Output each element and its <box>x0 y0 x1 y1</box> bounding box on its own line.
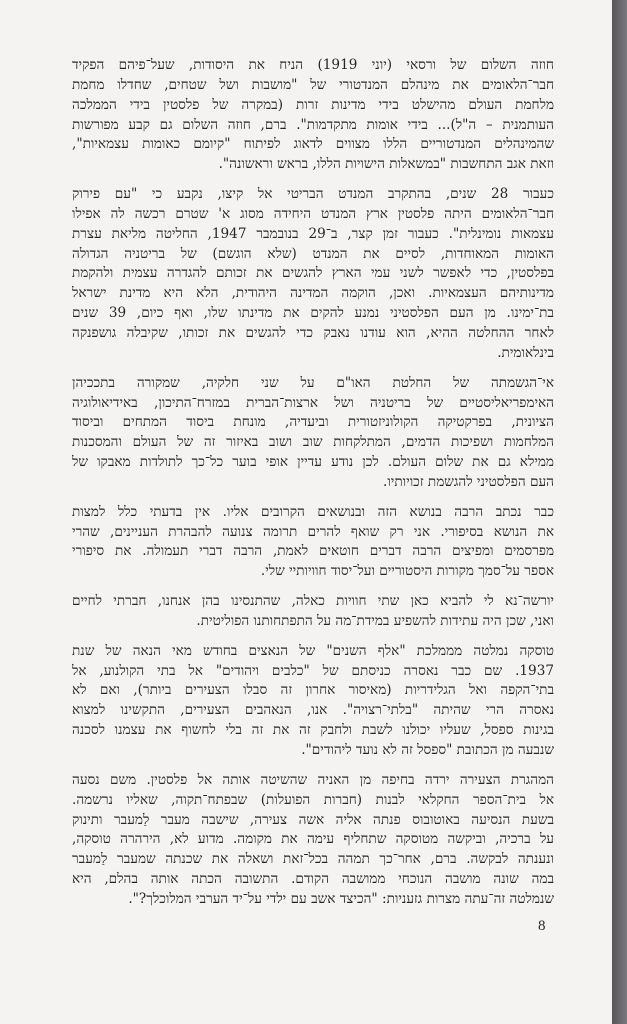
paragraph <box>72 642 554 761</box>
text-line: חוזה השלום של ורסאי (יוני 1919) הניח את היסודות, שעל־פיהם הפקיד <box>72 57 554 73</box>
text-line: אי־הגשמתה של החלטת האו"ם על שני חלקיה, שמקורה בתככיהן <box>72 374 554 391</box>
paragraph <box>72 592 554 632</box>
text-line: בינלאומית. <box>497 344 554 361</box>
text-line: כעבור 28 שנים, בהתקרב המנדט הבריטי אל קיצו, נקבע כי "עם פירוק <box>72 186 554 203</box>
text-line: נאסרה הרי שהיתה "בלתי־רצויה". אנו, הנאהבים הצעירים, התקשינו למצוא <box>72 702 554 719</box>
text-line: האימפריאליסטיים של בריטניה ושל ארצות־הברית במזרח־התיכון, באידיאולוגיה <box>72 394 554 411</box>
text-line: בתי־הקפה ואל הגלידריות (מאיסור אחרון זה סבלו הצעירים ביותר), ואם לא <box>72 682 554 699</box>
text-line: במה שונה מושבה הנוכחי ממושבה הקודם. התשובה הכתה אותה בהלם, היא <box>72 871 554 888</box>
text-line: בשעת הנסיעה באוטובוס פנתה אליה אשה צעירה, שישבה מעבר לַמעבר ותינוק <box>72 811 554 828</box>
text-line: המלחמות ושפיכות הדמים, המתלקחות שוב ושוב באיזור זה של העולם והמסכנות <box>72 434 554 451</box>
paragraph <box>72 185 554 364</box>
text-line: המהגרת הצעירה ירדה בחיפה מן האניה שהשיטה אותה אל פלסטין. משם נסעה <box>72 771 554 788</box>
text-line: העם הפלסטיני להגשמת זכויותיו. <box>383 473 554 490</box>
body-text <box>72 56 554 920</box>
page-number: 8 <box>538 918 546 934</box>
text-line: מדינותיהם העצמאיות. ואכן, הוקמה המדינה היהודית, הלא היא מדינת ישראל <box>72 285 554 302</box>
paragraph <box>72 503 554 582</box>
book-edge <box>612 0 627 1024</box>
text-line: ונענתה לבקשה. ברם, אחר־כך תמהה בכל־זאת ושאלה את שכנתה שמעבר לַמעבר <box>72 851 554 868</box>
text-line: ממילא גם את שלום העולם. לכן נודע עדיין אופי בוער כל־כך לתולדות מאבקו של <box>72 454 554 471</box>
text-line: וזאת אגב התחשבות "במשאלות הישויות הללו, בראש וראשונה". <box>218 156 554 173</box>
paragraph <box>72 56 554 175</box>
text-line: שנבעה מן הכתובת "ספסל זה לא נועד ליהודים". <box>301 742 554 758</box>
text-line: הציונית, בפרקטיקה הקולוניזטורית וביעדיה, מונחת ביסוד המתחים וביסוד <box>72 414 554 431</box>
text-line: יורשה־נא לי להביא כאן שתי חוויות כאלה, שהתנסינו בהן אנחנו, חברתי לחיים <box>72 593 554 610</box>
text-line: כבר נכתב הרבה בנושא הזה ובנושאים הקרובים אליו. אין בדעתי כלל למצות <box>72 503 554 520</box>
text-line: לאחר ההחלטה ההיא, הוא עודנו נאבק כדי להגשים את זכותו, שקיבלה גושפנקה <box>72 324 554 341</box>
paragraph <box>72 771 554 910</box>
text-line: שהמינהלים המנדטוריים הללו מצווים לדאוג לפיתוח "קיומם כאומות עצמאיות", <box>72 136 554 153</box>
text-line: אספר על־סמך מקורות היסטוריים ועל־יסוד חוויותיי שלי. <box>260 563 554 580</box>
text-line: בת־ימינו. מן העם הפלסטיני נמנע להקים את מדינתו שלו, ואף כיום, 39 שנים <box>72 305 554 322</box>
text-line: שנמלטה זה־עתה מצרות גזעניות: "הכיצד אשב עם ילדי על־יד הערבי המלוכלך?". <box>128 890 554 907</box>
text-line: חבר־הלאומים היתה פלסטין ארץ המנדט היחידה מסוג א' שטרם רכשה לה אפילו <box>72 205 554 222</box>
text-line: מלחמת העולם מהישלט בידי מדינות זרות (במקרה של פלסטין בידי הממלכה <box>72 96 554 113</box>
text-line: חבר־הלאומים את מינהלם המנדטורי של "מושבות ושל שטחים, שחדלו מחמת <box>72 76 554 93</box>
text-line: עצמאות נומינלית". כעבור זמן קצר, ב־29 בנובמבר 1947, החליטה מליאת עצרת <box>72 225 554 242</box>
text-line: מפרסמים ומפיצים הרבה דברים חוטאים לאמת, הרבה דברי תעמולה. את סיפורי <box>72 543 554 560</box>
text-line: בפלסטין, כדי לאפשר לשני עמי הארץ להגשים את זכותם להגדרה עצמית ולהקמת <box>72 265 554 282</box>
text-line: האומות המאוחדות, לסיים את המנדט (שלא הוגשם) של בריטניה הגדולה <box>72 245 554 262</box>
text-line: בגינות ספסל, שעליו יכולנו לשבת ולחבק זה את זה בלי לחשוף את עצמנו לסכנה <box>72 722 554 739</box>
text-line: העותמנית – ה"ל)... בידי אומות מתקדמות". ברם, חוזה השלום גם קבע מפורשות <box>72 116 554 133</box>
paragraph <box>72 374 554 493</box>
text-line: 1937. שם כבר נאסרה כניסתם של "כלבים ויהודים" אל בתי הקולנוע, אל <box>72 662 554 679</box>
text-line: טוסקה נמלטה מממלכת "אלף השנים" של הנאצים בחודש מאי הנאה של שנת <box>72 642 554 659</box>
text-line: על ברכיה, וביקשה מטוסקה שתחליף עימה את מקומה. מדוע לא, הירהרה טוסקה, <box>72 831 554 848</box>
text-line: ואני, שכן היה עתידות להשפיע במידת־מה על התפתחותנו הפוליטית. <box>196 612 554 629</box>
text-line: אל בית־הספר החקלאי לבנות (חברות הפועלות) שבפתח־תקוה, שאליו נרשמה. <box>72 791 554 808</box>
text-line: את הנושא בסיפורי. אני רק שואף להרים תרומה צנועה להבהרת העניינים, שהרי <box>72 523 554 540</box>
